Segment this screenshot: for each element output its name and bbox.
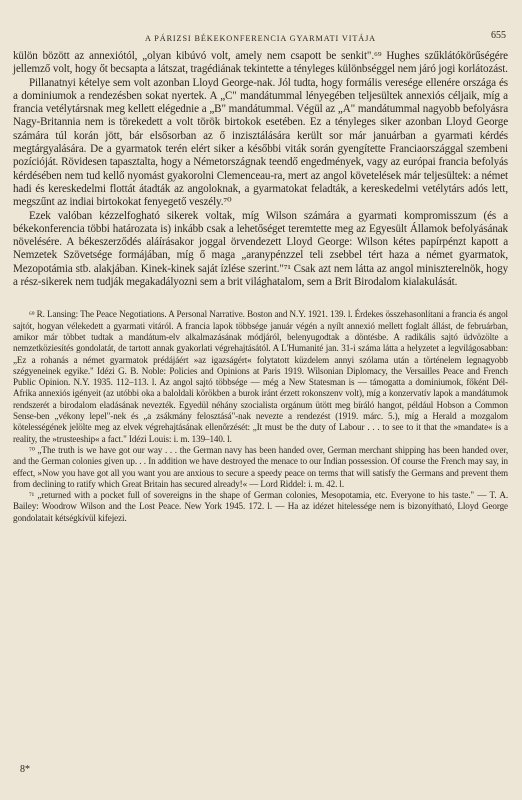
- footnote-mark: ⁷⁰: [29, 445, 35, 455]
- footnote-text: „The truth is we have got our way . . . the German navy has been handed over, German merchant shipping has been handed over, and the German colonies given up. . . In addition we have destroyed the menace to our Indian possession. Of course the French may say, in effect, »Now you have got all you want you are anxious to secure a speedy peace on terms that will satisfy the Germans and prevent them from declining to ratify which Great Britain has secured already!« — Lord Riddel: i. m. 42. l.: [13, 444, 508, 489]
- paragraph: Ezek valóban kézzelfogható sikerek voltak, míg Wilson számára a gyarmati kompromisszum (és a békekonferencia többi határozata is) inkább csak a lehetőséget teremtette meg az Egyesült Államok befolyásának növelésére. A békeszerződés aláírásakor joggal örvendezett Lloyd George: Wilson kétes papírpénzt kapott a Nemzetek Szövetsége formájában, míg ő maga „aranypénzzel teli zsebbel tért haza a német gyarmatok, Mezopotámia stb. alakjában. Kinek-kinek saját ízlése szerint."⁷¹ Csak azt nem látta az angol miniszterelnök, hogy a rész-sikerek nem tudják megakadályozni sem a brit világhatalom, sem a Brit Birodalom kialakulását.: [13, 209, 508, 289]
- footnote: [13, 445, 508, 490]
- footnote: [13, 490, 508, 524]
- running-head: [13, 0, 508, 50]
- footnote-text: R. Lansing: The Peace Negotiations. A Personal Narrative. Boston and N.Y. 1921. 139. l. Érdekes összehasonlítani a francia és angol sajtót, hogyan vélekedett a gyarmati vitáról. A francia lapok többsége január végén a nyílt annexió mellett foglalt állást, de februárban, amikor már többet tudtak a mandátum-elv alkalmazásának módjáról, belenyugodtak a döntésbe. A radikális sajtó üdvözölte a nemzetköziesítés gondolatát, de tartott annak gyakorlati végrehajtásától. A L'Humanité jan. 31-i száma látta a helyzetet a legvilágosabban: „Ez a rohanás a német gyarmatok prédájáért »az igazságért« folytatott küzdelem annyi szólama után a történelem legnagyobb szégyeneinek egyike." Idézi G. B. Noble: Policies and Opinions at Paris 1919. Wilsonian Diplomacy, the Versailles Peace and French Public Opinion. N.Y. 1935. 112–113. l. Az angol sajtó többsége — még a New Statesman is — támogatta a dominiumok, főként Dél-Afrika annexiós igényeit (az utóbbi oka a baloldali körökben a burok iránt érzett rokonszenv volt), míg a konzervatív lapok a mandátumok rendszerét a birodalom eladásának nevezték. Egyedül néhány szocialista orgánum ütött meg bíráló hangot, például Hobson a Common Sense-ben „vékony lepel"-nek és „a zsákmány felosztásá"-nak nevezte a rendezést (1919. márc. 5.), míg a Herald a mozgalom kötelességének jelölte meg az elvek végrehajtásának ellenőrzését: „It must be the duty of Labour . . . to see to it that the »mandate« is a reality, the »trusteeship« a fact." Idézi Louis: i. m. 139–140. l.: [13, 309, 508, 444]
- footnote-text: „returned with a pocket full of sovereigns in the shape of German colonies, Mesopotamia, etc. Everyone to his taste." — T. A. Bailey: Woodrow Wilson and the Lost Peace. New York 1945. 172. l. — Ha az idézet hitelessége nem is bizonyítható, Lloyd George gondolatait kétségkívül kifejezi.: [13, 490, 508, 523]
- footnote-mark: ⁷¹: [29, 491, 34, 501]
- footnotes: [13, 309, 508, 524]
- page-number: 655: [491, 30, 506, 41]
- paragraph: Pillanatnyi kételye sem volt azonban Lloyd George-nak. Jól tudta, hogy formális veresége ellenére országa és a dominiumok a rendezésben sokat nyertek. A „C" mandátummal lényegében teljesültek annexiós céljaik, míg a francia vetélytársnak meg kellett elégednie a „B" mandátummal. Végül az „A" mandátummal nagyobb befolyásra Nagy-Britannia nem is törekedett a volt török birtokok esetében. Ez a tényleges siker azonban Lloyd George számára túl korán jött, bár elsősorban az ő inzisztálására került sor már januárban a gyarmati kérdés megtárgyalására. De a gyarmatok terén elért siker a későbbi viták során gyengítette Franciaországgal szembeni pozícióját. Rövidesen tapasztalta, hogy a Németországnak teendő engedmények, vagy az európai francia befolyás kérdésében nem tud kellő nyomást gyakorolni Clemenceau-ra, mert az angol követelések már teljesültek: a német hadi és kereskedelmi flottát átadták az angoloknak, a gyarmatokat feladták, a kereskedelmi vetélytárs adós lett, megszűnt az indiai birtokokat fenyegető veszély.⁷⁰: [13, 76, 508, 209]
- footnote: [13, 309, 508, 445]
- footnote-mark: ⁶⁹: [29, 310, 35, 320]
- signature-mark: 8*: [20, 764, 30, 775]
- running-title: A PÁRIZSI BÉKEKONFERENCIA GYARMATI VITÁJA: [145, 34, 376, 43]
- body-text: [13, 50, 508, 289]
- paragraph: külön bözött az annexiótól, „olyan kibúvó volt, amely nem csapott be senkit".⁶⁹ Hughes szűklátókörűségére jellemző volt, hogy őt becsapta a látszat, tragédiának tekintette a tényleges különbséggel nem járó jogi korlátozást.: [13, 50, 508, 76]
